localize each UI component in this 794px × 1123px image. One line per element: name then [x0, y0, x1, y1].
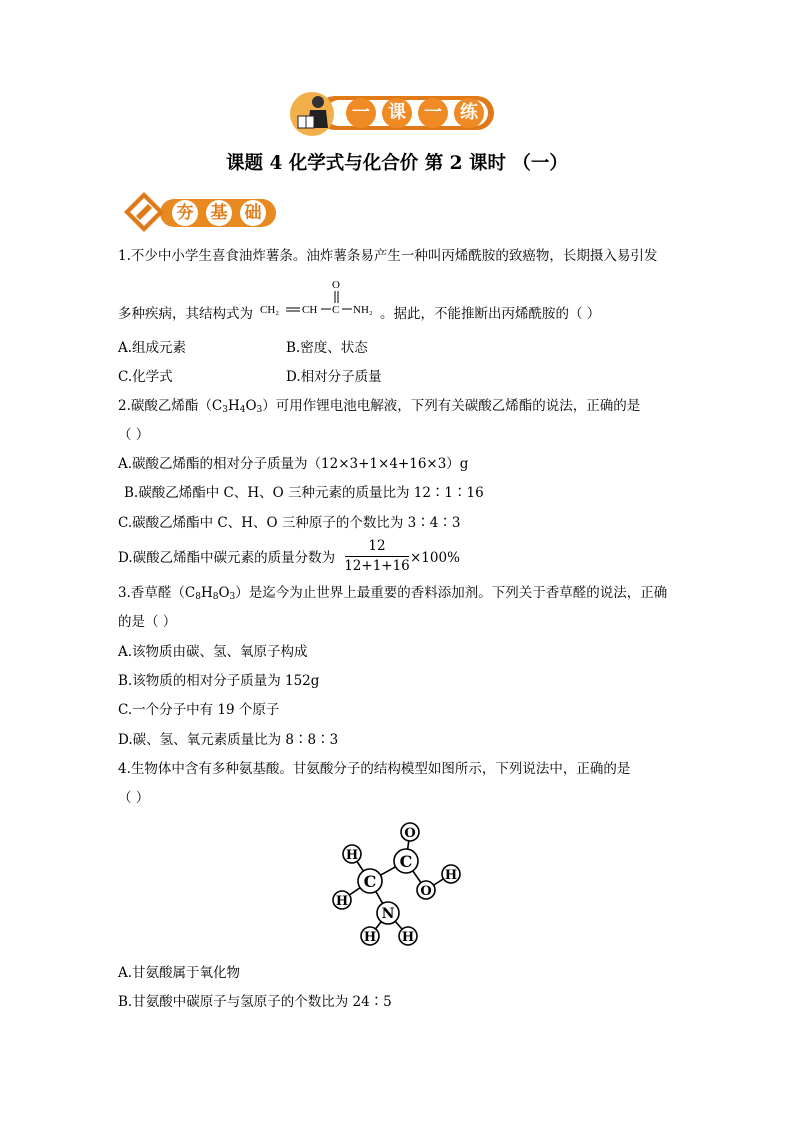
atom-h: H — [444, 868, 458, 883]
formula-o: O — [332, 279, 340, 291]
q1-option-d: D.相对分子质量 — [286, 369, 382, 385]
fraction-bar — [345, 556, 409, 557]
atom-h: H — [345, 848, 359, 863]
atom-c: C — [399, 852, 413, 871]
q1-option-a: A.组成元素 — [118, 340, 187, 356]
q3-option-d: D.碳、氢、氧元素质量比为 8∶8∶3 — [118, 732, 339, 748]
atom-h: H — [335, 894, 349, 909]
page-title: 课题 4 化学式与化合价 第 2 课时 （一） — [226, 153, 568, 174]
atom-n: N — [381, 906, 395, 922]
formula-nh2: NH₂ — [353, 304, 373, 316]
atom-h: H — [363, 930, 377, 945]
student-reading-icon — [286, 88, 346, 138]
atom-o: O — [420, 884, 432, 899]
atom-h: H — [401, 930, 415, 945]
banner-char: 一 — [418, 98, 448, 128]
q3-option-c: C.一个分子中有 19 个原子 — [118, 702, 280, 718]
q1-option-c: C.化学式 — [118, 369, 173, 385]
q4-stem: 4.生物体中含有多种氨基酸。甘氨酸分子的结构模型如图所示，下列说法中，正确的是 — [118, 761, 631, 777]
formula-ch: CH — [302, 304, 318, 316]
q2-fraction-denominator: 12+1+16 — [344, 558, 410, 574]
q2-option-b: B.碳酸乙烯酯中 C、H、O 三种元素的质量比为 12∶1∶16 — [124, 485, 484, 501]
acrylamide-structure — [258, 276, 382, 320]
atom-o: O — [404, 826, 416, 841]
q3-option-b: B.该物质的相对分子质量为 152g — [118, 673, 320, 689]
banner-char: 课 — [382, 98, 412, 128]
q1-stem-3: 。据此，不能推断出丙烯酰胺的（ ） — [380, 306, 601, 322]
section-char: 夯 — [172, 200, 198, 226]
glycine-model-diagram — [322, 818, 472, 954]
section-char: 础 — [240, 200, 266, 226]
banner-char: 一 — [346, 98, 376, 128]
q2-option-d: D.碳酸乙烯酯中碳元素的质量分数为 — [118, 550, 336, 566]
q4-option-b: B.甘氨酸中碳原子与氢原子的个数比为 24∶5 — [118, 994, 392, 1010]
q2-stem-2: （ ） — [118, 427, 150, 443]
pencil-badge-icon — [120, 190, 168, 234]
q1-stem: 1.不少中小学生喜食油炸薯条。油炸薯条易产生一种叫丙烯酰胺的致癌物，长期摄入易引发 — [118, 248, 658, 264]
formula-c: C — [332, 304, 340, 316]
q1-option-b: B.密度、状态 — [286, 340, 368, 356]
section-char: 基 — [206, 200, 232, 226]
q3-stem-2: 的是（ ） — [118, 614, 177, 630]
q2-option-d-suffix: ×100% — [410, 550, 460, 566]
q3-option-a: A.该物质由碳、氢、氧原子构成 — [118, 644, 308, 660]
q2-option-a: A.碳酸乙烯酯的相对分子质量为（12×3+1×4+16×3）g — [118, 456, 469, 472]
banner-char: 练 — [454, 98, 484, 128]
q1-stem-2: 多种疾病，其结构式为 — [118, 306, 253, 322]
q2-stem: 2.碳酸乙烯酯$(C_3H_4O_3)$可用作锂电池电解液，下列有关碳酸乙烯酯的说法，正确的是 — [118, 398, 641, 415]
q2-option-c: C.碳酸乙烯酯中 C、H、O 三种原子的个数比为 3∶4∶3 — [118, 515, 461, 531]
atom-c: C — [363, 872, 377, 891]
formula-ch2: CH₂ — [260, 304, 280, 316]
q2-fraction-numerator: 12 — [368, 538, 386, 554]
q4-option-a: A.甘氨酸属于氧化物 — [118, 965, 241, 981]
q3-stem: 3.香草醛$(C_8H_8O_3)$是迄今为止世界上最重要的香料添加剂。下列关于香草醛的说法，正确 — [118, 585, 668, 602]
q4-stem-2: （ ） — [118, 790, 150, 806]
